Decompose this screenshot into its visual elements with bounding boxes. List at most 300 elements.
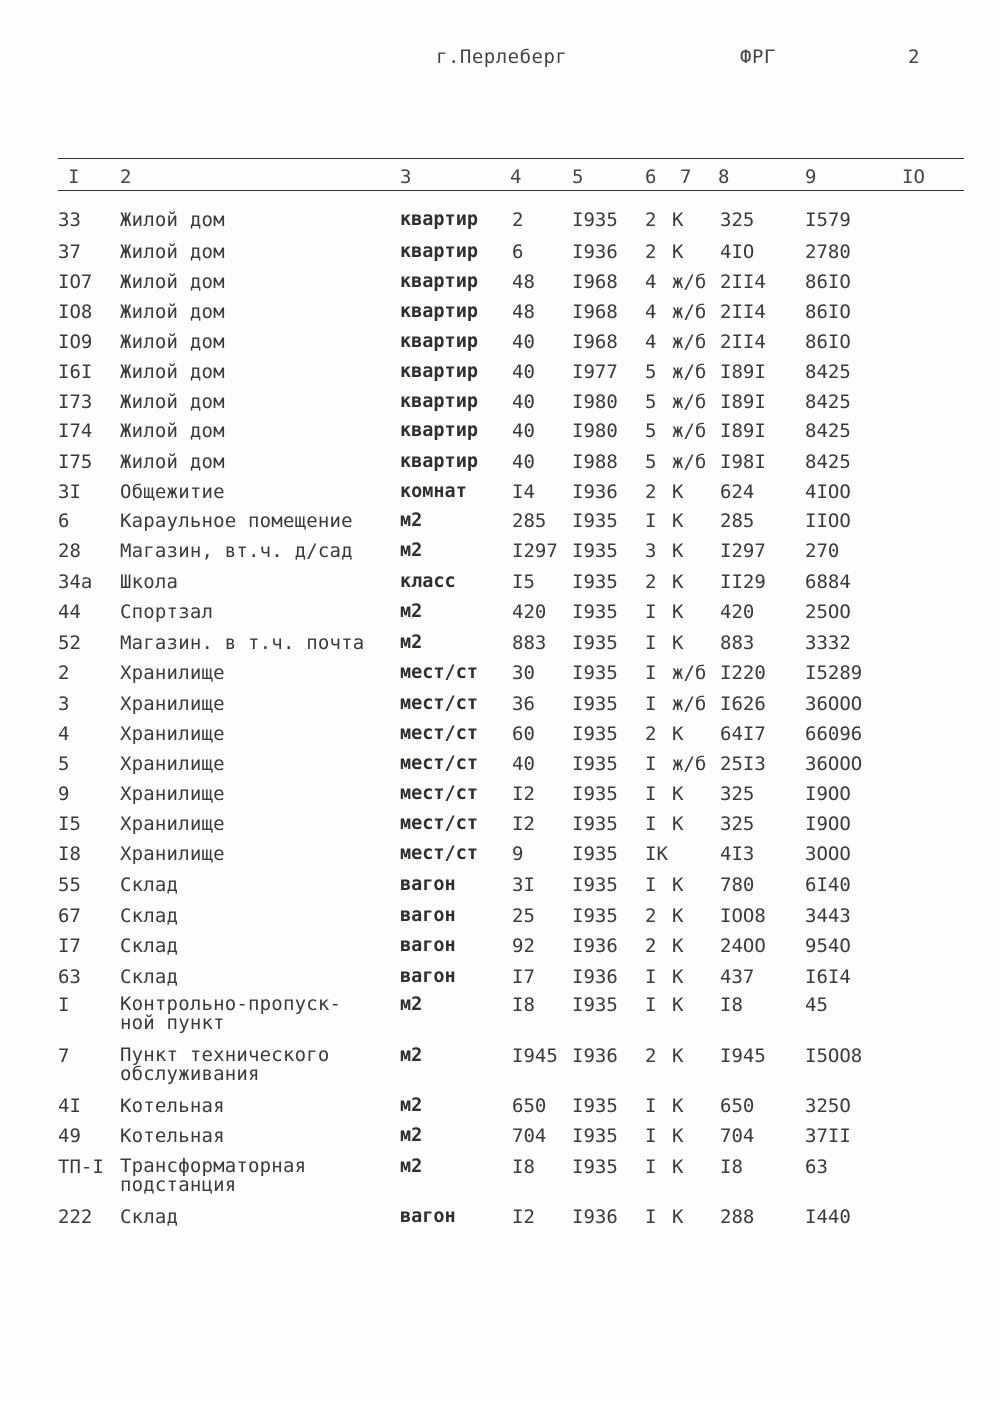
table-cell: 48 bbox=[512, 301, 535, 323]
table-cell: 3 bbox=[645, 540, 657, 562]
table-cell: I5289 bbox=[805, 662, 863, 684]
table-cell: 3 bbox=[58, 693, 70, 715]
table-row bbox=[0, 511, 1000, 541]
table-row bbox=[0, 724, 1000, 754]
table-cell: I968 bbox=[572, 301, 618, 323]
table-cell: мест/ст bbox=[400, 813, 478, 834]
table-row bbox=[0, 1207, 1000, 1237]
table-row bbox=[0, 633, 1000, 663]
table-cell: 45 bbox=[805, 994, 828, 1016]
table-row bbox=[0, 754, 1000, 784]
table-cell: 60 bbox=[512, 723, 535, 745]
table-cell: м2 bbox=[400, 1095, 423, 1116]
table-row bbox=[0, 541, 1000, 571]
table-cell: ТП-I bbox=[58, 1156, 104, 1178]
table-cell: 4 bbox=[645, 271, 657, 293]
table-cell: I626 bbox=[720, 693, 766, 715]
table-cell: 36OOO bbox=[805, 753, 863, 775]
table-cell: 650 bbox=[512, 1095, 547, 1117]
table-cell: I6I bbox=[58, 361, 93, 383]
table-cell: 67 bbox=[58, 905, 81, 927]
table-top-rule bbox=[58, 158, 964, 159]
table-cell: 28 bbox=[58, 540, 81, 562]
table-cell: I935 bbox=[572, 209, 618, 231]
table-cell: I bbox=[645, 662, 657, 684]
column-number: IO bbox=[902, 166, 925, 188]
table-cell: вагон bbox=[400, 905, 456, 926]
table-cell: 883 bbox=[720, 632, 755, 654]
table-cell: I2 bbox=[512, 1206, 535, 1228]
table-cell: I936 bbox=[572, 481, 618, 503]
table-cell: 63 bbox=[805, 1156, 828, 1178]
table-cell: I988 bbox=[572, 451, 618, 473]
table-row bbox=[0, 784, 1000, 814]
table-cell: 33 bbox=[58, 209, 81, 231]
table-cell: Жилой дом bbox=[120, 361, 225, 383]
table-cell: I935 bbox=[572, 813, 618, 835]
table-cell: I935 bbox=[572, 662, 618, 684]
table-cell: 6I40 bbox=[805, 874, 851, 896]
table-cell: I935 bbox=[572, 753, 618, 775]
table-cell: К bbox=[672, 601, 684, 623]
table-cell: К bbox=[672, 966, 684, 988]
table-cell: Котельная bbox=[120, 1095, 225, 1117]
table-cell: 86IO bbox=[805, 301, 851, 323]
table-cell: ж/б bbox=[672, 331, 707, 353]
table-cell: Трансформаторная подстанция bbox=[120, 1155, 307, 1196]
table-cell: ж/б bbox=[672, 361, 707, 383]
table-cell: 8425 bbox=[805, 420, 851, 442]
table-cell: 3I bbox=[58, 481, 81, 503]
table-cell: квартир bbox=[400, 241, 478, 262]
table-cell: Караульное помещение bbox=[120, 510, 353, 532]
table-cell: I980 bbox=[572, 420, 618, 442]
table-cell: I bbox=[645, 693, 657, 715]
table-cell: 5 bbox=[645, 420, 657, 442]
table-cell: I bbox=[645, 601, 657, 623]
table-cell: 8425 bbox=[805, 361, 851, 383]
table-cell: I bbox=[645, 1156, 657, 1178]
table-cell: 624 bbox=[720, 481, 755, 503]
table-cell: I bbox=[645, 632, 657, 654]
table-cell: 4 bbox=[645, 331, 657, 353]
table-row bbox=[0, 1126, 1000, 1156]
table-cell: 650 bbox=[720, 1095, 755, 1117]
table-row bbox=[0, 936, 1000, 966]
table-cell: К bbox=[672, 1095, 684, 1117]
table-cell: вагон bbox=[400, 935, 456, 956]
table-cell: Склад bbox=[120, 905, 179, 927]
table-cell: I936 bbox=[572, 241, 618, 263]
table-cell: 49 bbox=[58, 1125, 81, 1147]
table-cell: Жилой дом bbox=[120, 301, 225, 323]
table-cell: 7 bbox=[58, 1045, 70, 1067]
table-row bbox=[0, 694, 1000, 724]
table-cell: Жилой дом bbox=[120, 331, 225, 353]
table-cell: Жилой дом bbox=[120, 209, 225, 231]
table-cell: вагон bbox=[400, 874, 456, 895]
table-cell: 4I3 bbox=[720, 843, 755, 865]
table-cell: I bbox=[645, 994, 657, 1016]
table-cell: мест/ст bbox=[400, 662, 478, 683]
table-cell: К bbox=[672, 1156, 684, 1178]
table-row bbox=[0, 392, 1000, 422]
table-cell: I bbox=[645, 783, 657, 805]
table-cell: I968 bbox=[572, 331, 618, 353]
table-cell: I935 bbox=[572, 540, 618, 562]
table-cell: 2 bbox=[645, 571, 657, 593]
table-cell: 222 bbox=[58, 1206, 93, 1228]
table-cell: I579 bbox=[805, 209, 851, 231]
table-cell: Склад bbox=[120, 966, 179, 988]
table-cell: 704 bbox=[720, 1125, 755, 1147]
table-cell: 2780 bbox=[805, 241, 851, 263]
table-cell: К bbox=[672, 1045, 684, 1067]
table-cell: м2 bbox=[400, 1045, 423, 1066]
table-cell: I945 bbox=[512, 1045, 558, 1067]
table-cell: 325 bbox=[720, 813, 755, 835]
table-cell: 325 bbox=[720, 783, 755, 805]
table-cell: Спортзал bbox=[120, 601, 214, 623]
table-cell: I89I bbox=[720, 420, 766, 442]
table-cell: I bbox=[645, 874, 657, 896]
table-cell: 40 bbox=[512, 361, 535, 383]
table-cell: ж/б bbox=[672, 451, 707, 473]
table-cell: К bbox=[672, 783, 684, 805]
table-cell: 4IOO bbox=[805, 481, 851, 503]
table-cell: 420 bbox=[720, 601, 755, 623]
table-cell: I935 bbox=[572, 510, 618, 532]
table-cell: 44 bbox=[58, 601, 81, 623]
table-cell: I8 bbox=[58, 843, 81, 865]
table-header-rule bbox=[58, 190, 964, 191]
table-cell: I8 bbox=[720, 994, 743, 1016]
table-cell: 2 bbox=[645, 1045, 657, 1067]
table-cell: м2 bbox=[400, 994, 423, 1015]
table-cell: I73 bbox=[58, 391, 93, 413]
table-cell: К bbox=[672, 632, 684, 654]
table-row bbox=[0, 602, 1000, 632]
table-cell: К bbox=[672, 905, 684, 927]
table-cell: м2 bbox=[400, 510, 423, 531]
table-cell: Склад bbox=[120, 874, 179, 896]
table-cell: 288 bbox=[720, 1206, 755, 1228]
table-cell: Хранилище bbox=[120, 783, 225, 805]
table-cell: I936 bbox=[572, 935, 618, 957]
table-cell: 2II4 bbox=[720, 331, 766, 353]
table-cell: 86IO bbox=[805, 331, 851, 353]
column-number: 7 bbox=[680, 166, 692, 188]
table-cell: ж/б bbox=[672, 753, 707, 775]
table-cell: 64I7 bbox=[720, 723, 766, 745]
table-cell: I7 bbox=[58, 935, 81, 957]
table-cell: I935 bbox=[572, 693, 618, 715]
table-cell: 2 bbox=[645, 905, 657, 927]
table-cell: I75 bbox=[58, 451, 93, 473]
column-number: 6 bbox=[645, 166, 657, 188]
table-cell: 37 bbox=[58, 241, 81, 263]
table-cell: 48 bbox=[512, 271, 535, 293]
table-cell: I2 bbox=[512, 813, 535, 835]
table-cell: ж/б bbox=[672, 662, 707, 684]
table-row bbox=[0, 572, 1000, 602]
table-cell: 36OOO bbox=[805, 693, 863, 715]
table-cell: I bbox=[645, 813, 657, 835]
table-cell: 2 bbox=[645, 209, 657, 231]
table-cell: I bbox=[645, 966, 657, 988]
table-cell: IO7 bbox=[58, 271, 93, 293]
table-cell: I935 bbox=[572, 994, 618, 1016]
table-cell: ж/б bbox=[672, 271, 707, 293]
table-row bbox=[0, 332, 1000, 362]
table-cell: К bbox=[672, 935, 684, 957]
table-cell: I5 bbox=[58, 813, 81, 835]
table-cell: мест/ст bbox=[400, 783, 478, 804]
table-cell: I89I bbox=[720, 361, 766, 383]
table-cell: 34а bbox=[58, 571, 93, 593]
table-cell: I6I4 bbox=[805, 966, 851, 988]
page-number: 2 bbox=[908, 46, 920, 68]
table-cell: 437 bbox=[720, 966, 755, 988]
column-number: 8 bbox=[718, 166, 730, 188]
table-cell: I8 bbox=[720, 1156, 743, 1178]
table-cell: I977 bbox=[572, 361, 618, 383]
table-cell: квартир bbox=[400, 391, 478, 412]
table-cell: класс bbox=[400, 571, 456, 592]
table-cell: 883 bbox=[512, 632, 547, 654]
column-number: 3 bbox=[400, 166, 412, 188]
table-cell: I936 bbox=[572, 966, 618, 988]
table-cell: I bbox=[645, 1095, 657, 1117]
table-cell: I945 bbox=[720, 1045, 766, 1067]
table-cell: мест/ст bbox=[400, 753, 478, 774]
table-row bbox=[0, 844, 1000, 874]
table-cell: 3443 bbox=[805, 905, 851, 927]
header-country-code: ФРГ bbox=[740, 46, 776, 68]
table-cell: I7 bbox=[512, 966, 535, 988]
table-cell: 8425 bbox=[805, 391, 851, 413]
table-cell: ж/б bbox=[672, 420, 707, 442]
table-row bbox=[0, 210, 1000, 240]
table-cell: 2 bbox=[645, 241, 657, 263]
table-cell: Жилой дом bbox=[120, 451, 225, 473]
table-cell: квартир bbox=[400, 361, 478, 382]
table-cell: Склад bbox=[120, 935, 179, 957]
table-cell: 8425 bbox=[805, 451, 851, 473]
table-cell: 25OO bbox=[805, 601, 851, 623]
table-cell: К bbox=[672, 1206, 684, 1228]
column-number: 2 bbox=[120, 166, 132, 188]
table-cell: Хранилище bbox=[120, 753, 225, 775]
table-cell: Хранилище bbox=[120, 662, 225, 684]
table-cell: 420 bbox=[512, 601, 547, 623]
table-cell: Магазин, вт.ч. д/сад bbox=[120, 540, 353, 562]
table-cell: 285 bbox=[720, 510, 755, 532]
table-cell: 704 bbox=[512, 1125, 547, 1147]
table-cell: К bbox=[672, 994, 684, 1016]
column-number: 4 bbox=[510, 166, 522, 188]
table-cell: I935 bbox=[572, 632, 618, 654]
table-cell: I936 bbox=[572, 1045, 618, 1067]
table-cell: I bbox=[645, 510, 657, 532]
table-cell: 66096 bbox=[805, 723, 863, 745]
table-cell: Котельная bbox=[120, 1125, 225, 1147]
column-number: I bbox=[68, 166, 80, 188]
table-cell: К bbox=[672, 723, 684, 745]
table-cell: 285 bbox=[512, 510, 547, 532]
table-cell: 25I3 bbox=[720, 753, 766, 775]
table-cell: К bbox=[672, 571, 684, 593]
table-cell: 40 bbox=[512, 391, 535, 413]
table-cell: 5 bbox=[58, 753, 70, 775]
table-cell: I440 bbox=[805, 1206, 851, 1228]
table-cell: 3I bbox=[512, 874, 535, 896]
table-cell: Хранилище bbox=[120, 723, 225, 745]
table-cell: Магазин. в т.ч. почта bbox=[120, 632, 365, 654]
table-cell: Жилой дом bbox=[120, 241, 225, 263]
table-row bbox=[0, 482, 1000, 512]
table-cell: вагон bbox=[400, 1206, 456, 1227]
table-cell: квартир bbox=[400, 301, 478, 322]
table-cell: 2 bbox=[645, 723, 657, 745]
table-cell: 6 bbox=[58, 510, 70, 532]
table-cell: 5 bbox=[645, 451, 657, 473]
table-cell: 2 bbox=[645, 935, 657, 957]
table-cell: I935 bbox=[572, 905, 618, 927]
table-cell: 92 bbox=[512, 935, 535, 957]
table-row bbox=[0, 875, 1000, 905]
table-cell: К bbox=[672, 209, 684, 231]
table-cell: 2II4 bbox=[720, 301, 766, 323]
table-row bbox=[0, 814, 1000, 844]
table-cell: I bbox=[58, 994, 70, 1016]
table-cell: I297 bbox=[720, 540, 766, 562]
table-cell: I968 bbox=[572, 271, 618, 293]
table-cell: I bbox=[645, 753, 657, 775]
table-row bbox=[0, 421, 1000, 451]
table-row bbox=[0, 1044, 1000, 1085]
table-cell: I220 bbox=[720, 662, 766, 684]
table-cell: 2 bbox=[512, 209, 524, 231]
table-row bbox=[0, 906, 1000, 936]
column-number: 9 bbox=[805, 166, 817, 188]
table-cell: 270 bbox=[805, 540, 840, 562]
table-cell: I935 bbox=[572, 1156, 618, 1178]
table-cell: 40 bbox=[512, 420, 535, 442]
table-cell: 2 bbox=[645, 481, 657, 503]
table-cell: IO8 bbox=[58, 301, 93, 323]
table-cell: 52 bbox=[58, 632, 81, 654]
table-cell: I9OO bbox=[805, 783, 851, 805]
table-cell: м2 bbox=[400, 540, 423, 561]
table-cell: м2 bbox=[400, 601, 423, 622]
table-cell: I935 bbox=[572, 601, 618, 623]
table-cell: квартир bbox=[400, 331, 478, 352]
table-cell: I89I bbox=[720, 391, 766, 413]
table-cell: 63 bbox=[58, 966, 81, 988]
table-cell: Жилой дом bbox=[120, 391, 225, 413]
table-cell: Жилой дом bbox=[120, 271, 225, 293]
table-cell: I98I bbox=[720, 451, 766, 473]
table-cell: I935 bbox=[572, 783, 618, 805]
table-cell: 954O bbox=[805, 935, 851, 957]
table-cell: Общежитие bbox=[120, 481, 225, 503]
table-cell: м2 bbox=[400, 1156, 423, 1177]
table-cell: 5 bbox=[645, 361, 657, 383]
table-row bbox=[0, 242, 1000, 272]
table-cell: I5 bbox=[512, 571, 535, 593]
table-cell: м2 bbox=[400, 632, 423, 653]
table-cell: IOO8 bbox=[720, 905, 766, 927]
table-cell: I935 bbox=[572, 571, 618, 593]
table-cell: 9 bbox=[512, 843, 524, 865]
table-cell: Хранилище bbox=[120, 813, 225, 835]
table-row bbox=[0, 302, 1000, 332]
table-cell: Хранилище bbox=[120, 843, 225, 865]
table-cell: Пункт технического обслуживания bbox=[120, 1044, 330, 1085]
table-cell: I74 bbox=[58, 420, 93, 442]
table-cell: комнат bbox=[400, 481, 467, 502]
table-cell: квартир bbox=[400, 420, 478, 441]
table-cell: 24OO bbox=[720, 935, 766, 957]
table-cell: Школа bbox=[120, 571, 179, 593]
table-cell: IO9 bbox=[58, 331, 93, 353]
table-cell: 4I bbox=[58, 1095, 81, 1117]
table-cell: 3332 bbox=[805, 632, 851, 654]
table-cell: квартир bbox=[400, 209, 478, 230]
table-row bbox=[0, 663, 1000, 693]
table-row bbox=[0, 1096, 1000, 1126]
table-row bbox=[0, 993, 1000, 1034]
table-cell: 4IO bbox=[720, 241, 755, 263]
table-cell: I980 bbox=[572, 391, 618, 413]
table-cell: К bbox=[672, 874, 684, 896]
table-cell: м2 bbox=[400, 1125, 423, 1146]
table-cell: квартир bbox=[400, 271, 478, 292]
table-cell: I935 bbox=[572, 843, 618, 865]
table-cell: 4 bbox=[58, 723, 70, 745]
table-cell: 6884 bbox=[805, 571, 851, 593]
table-cell: К bbox=[672, 813, 684, 835]
table-cell: 3OOO bbox=[805, 843, 851, 865]
table-cell: ж/б bbox=[672, 391, 707, 413]
table-cell: I9OO bbox=[805, 813, 851, 835]
table-cell: 55 bbox=[58, 874, 81, 896]
table-cell: Жилой дом bbox=[120, 420, 225, 442]
table-cell: 40 bbox=[512, 451, 535, 473]
table-cell: IК bbox=[645, 843, 668, 865]
table-cell: 325 bbox=[720, 209, 755, 231]
table-cell: 6 bbox=[512, 241, 524, 263]
table-cell: 4 bbox=[645, 301, 657, 323]
table-cell: Хранилище bbox=[120, 693, 225, 715]
table-cell: 40 bbox=[512, 753, 535, 775]
table-cell: 30 bbox=[512, 662, 535, 684]
table-cell: I5OO8 bbox=[805, 1045, 863, 1067]
table-cell: IIOO bbox=[805, 510, 851, 532]
table-row bbox=[0, 272, 1000, 302]
table-cell: К bbox=[672, 481, 684, 503]
table-cell: I936 bbox=[572, 1206, 618, 1228]
table-cell: 86IO bbox=[805, 271, 851, 293]
table-cell: I935 bbox=[572, 1125, 618, 1147]
table-row bbox=[0, 452, 1000, 482]
table-cell: 5 bbox=[645, 391, 657, 413]
table-cell: I297 bbox=[512, 540, 558, 562]
table-cell: II29 bbox=[720, 571, 766, 593]
table-row bbox=[0, 362, 1000, 392]
table-cell: 325O bbox=[805, 1095, 851, 1117]
